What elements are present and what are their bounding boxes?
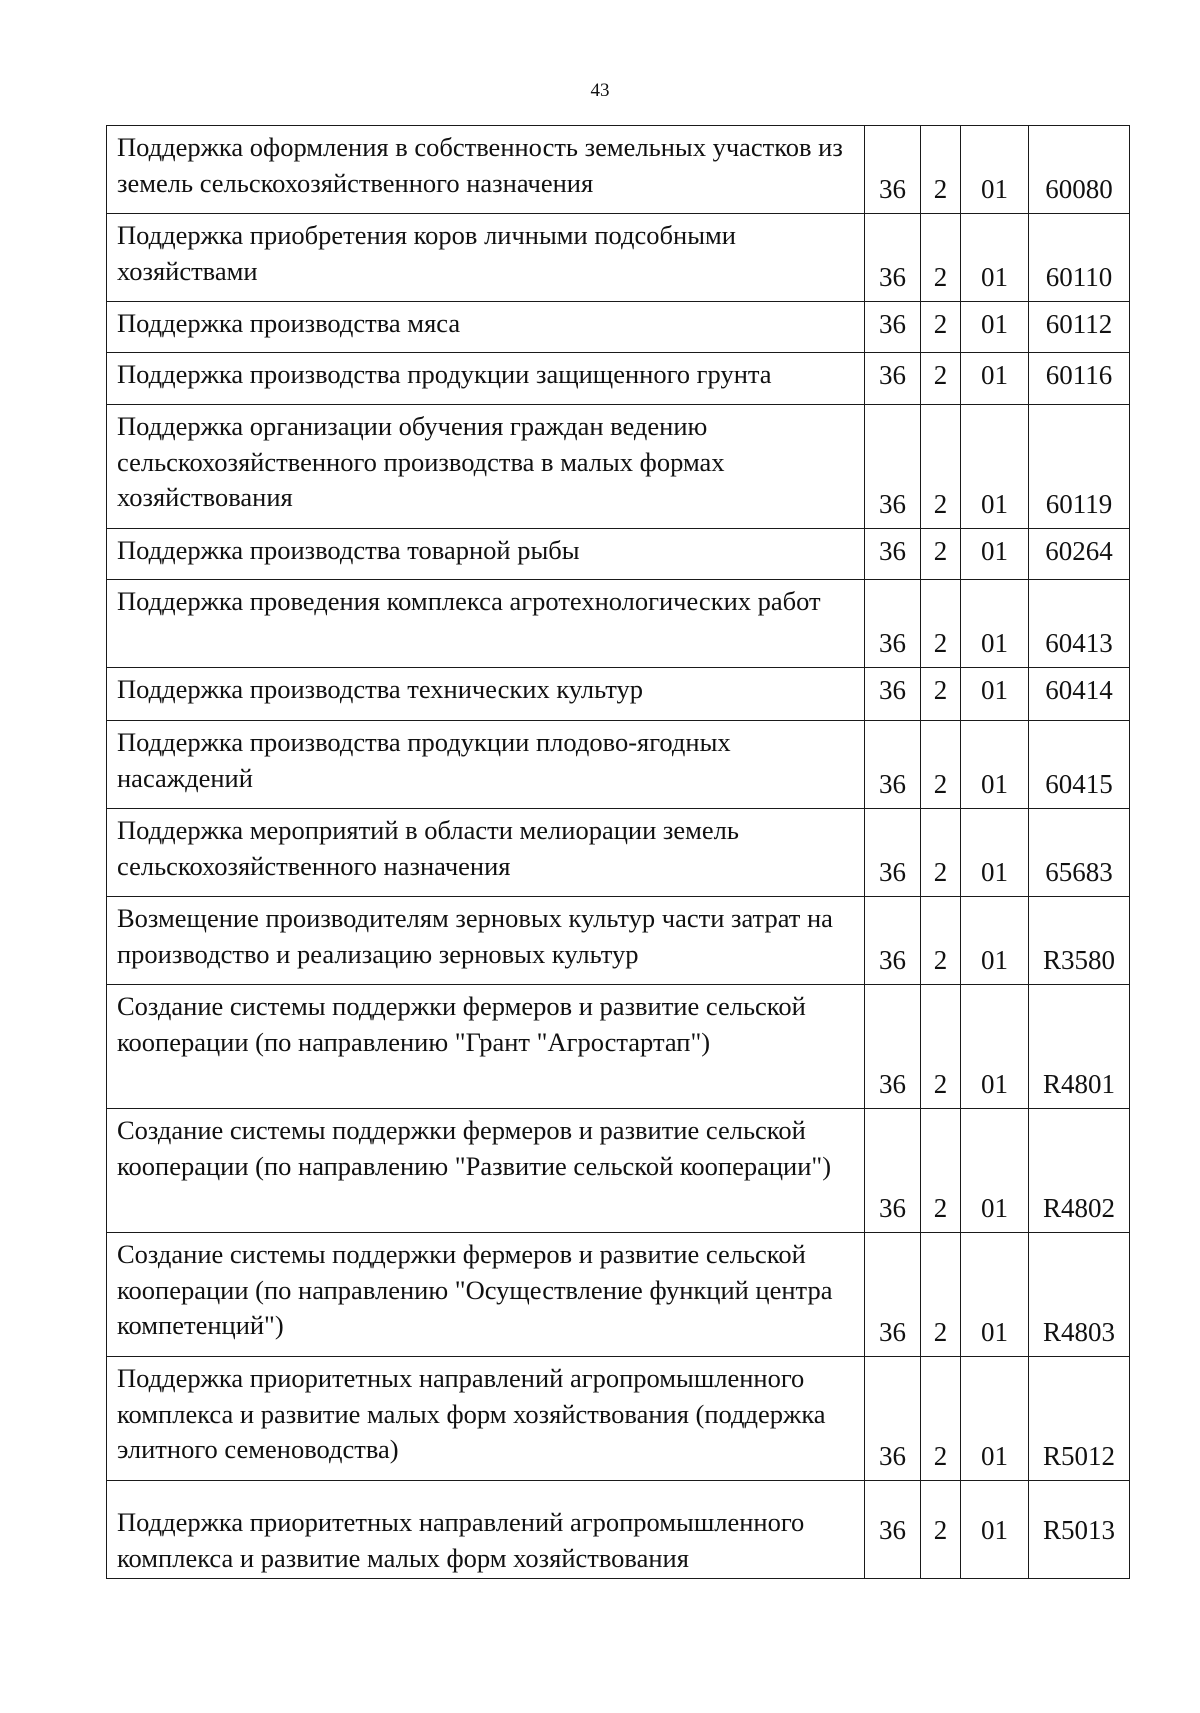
direction-code-cell: R5012 <box>1029 1357 1130 1481</box>
table-row <box>107 529 1130 580</box>
program-code-cell: 36 <box>865 1481 921 1579</box>
subprogram-code-cell: 2 <box>921 1357 961 1481</box>
direction-code-cell: 65683 <box>1029 809 1130 897</box>
subprogram-code-cell: 2 <box>921 1233 961 1357</box>
table-row <box>107 1481 1130 1579</box>
row-name-cell: Поддержка производства продукции плодово-ягодных насаждений <box>107 721 865 809</box>
main-event-code-cell: 01 <box>961 897 1029 985</box>
direction-code-cell: 60116 <box>1029 353 1130 405</box>
program-code-cell: 36 <box>865 1233 921 1357</box>
main-event-code-cell: 01 <box>961 302 1029 353</box>
row-name-cell: Поддержка производства продукции защищенного грунта <box>107 353 865 405</box>
main-event-code-cell: 01 <box>961 214 1029 302</box>
program-code-cell: 36 <box>865 214 921 302</box>
subprogram-code-cell: 2 <box>921 126 961 214</box>
budget-classification-table <box>106 125 1130 1579</box>
subprogram-code-cell: 2 <box>921 302 961 353</box>
main-event-code-cell: 01 <box>961 529 1029 580</box>
program-code-cell: 36 <box>865 1109 921 1233</box>
subprogram-code-cell: 2 <box>921 1481 961 1579</box>
row-name-cell: Поддержка производства товарной рыбы <box>107 529 865 580</box>
row-name-cell: Поддержка оформления в собственность земельных участков из земель сельскохозяйственного назначения <box>107 126 865 214</box>
row-name-cell: Поддержка приоритетных направлений агропромышленного комплекса и развитие малых форм хозяйствования (поддержка элитного семеноводства) <box>107 1357 865 1481</box>
direction-code-cell: R4801 <box>1029 985 1130 1109</box>
main-event-code-cell: 01 <box>961 985 1029 1109</box>
table-row <box>107 580 1130 668</box>
row-name-cell: Поддержка производства мяса <box>107 302 865 353</box>
program-code-cell: 36 <box>865 405 921 529</box>
program-code-cell: 36 <box>865 1357 921 1481</box>
direction-code-cell: 60414 <box>1029 668 1130 721</box>
main-event-code-cell: 01 <box>961 668 1029 721</box>
main-event-code-cell: 01 <box>961 1357 1029 1481</box>
table-row <box>107 1233 1130 1357</box>
direction-code-cell: R5013 <box>1029 1481 1130 1579</box>
subprogram-code-cell: 2 <box>921 809 961 897</box>
subprogram-code-cell: 2 <box>921 985 961 1109</box>
main-event-code-cell: 01 <box>961 353 1029 405</box>
table-row <box>107 126 1130 214</box>
subprogram-code-cell: 2 <box>921 668 961 721</box>
subprogram-code-cell: 2 <box>921 214 961 302</box>
program-code-cell: 36 <box>865 721 921 809</box>
table-row <box>107 353 1130 405</box>
row-name-cell: Поддержка проведения комплекса агротехнологических работ <box>107 580 865 668</box>
main-event-code-cell: 01 <box>961 405 1029 529</box>
main-event-code-cell: 01 <box>961 721 1029 809</box>
table-row <box>107 897 1130 985</box>
row-name-cell: Поддержка производства технических культур <box>107 668 865 721</box>
table-row <box>107 1109 1130 1233</box>
row-name-cell: Создание системы поддержки фермеров и развитие сельской кооперации (по направлению "Развитие сельской кооперации") <box>107 1109 865 1233</box>
main-event-code-cell: 01 <box>961 580 1029 668</box>
program-code-cell: 36 <box>865 353 921 405</box>
main-event-code-cell: 01 <box>961 1233 1029 1357</box>
table-row <box>107 809 1130 897</box>
direction-code-cell: R4803 <box>1029 1233 1130 1357</box>
direction-code-cell: R4802 <box>1029 1109 1130 1233</box>
main-event-code-cell: 01 <box>961 126 1029 214</box>
program-code-cell: 36 <box>865 985 921 1109</box>
direction-code-cell: 60112 <box>1029 302 1130 353</box>
row-name-cell: Создание системы поддержки фермеров и развитие сельской кооперации (по направлению "Осуществление функций центра компетенций") <box>107 1233 865 1357</box>
subprogram-code-cell: 2 <box>921 353 961 405</box>
subprogram-code-cell: 2 <box>921 529 961 580</box>
table-row <box>107 214 1130 302</box>
subprogram-code-cell: 2 <box>921 405 961 529</box>
main-event-code-cell: 01 <box>961 1109 1029 1233</box>
program-code-cell: 36 <box>865 668 921 721</box>
table-row <box>107 302 1130 353</box>
row-name-cell: Поддержка приобретения коров личными подсобными хозяйствами <box>107 214 865 302</box>
direction-code-cell: 60119 <box>1029 405 1130 529</box>
program-code-cell: 36 <box>865 529 921 580</box>
table-row <box>107 721 1130 809</box>
row-name-cell: Создание системы поддержки фермеров и развитие сельской кооперации (по направлению "Грант "Агростартап") <box>107 985 865 1109</box>
row-name-cell: Поддержка организации обучения граждан ведению сельскохозяйственного производства в малых формах хозяйствования <box>107 405 865 529</box>
program-code-cell: 36 <box>865 897 921 985</box>
subprogram-code-cell: 2 <box>921 1109 961 1233</box>
program-code-cell: 36 <box>865 302 921 353</box>
subprogram-code-cell: 2 <box>921 580 961 668</box>
program-code-cell: 36 <box>865 126 921 214</box>
direction-code-cell: 60264 <box>1029 529 1130 580</box>
table-row <box>107 1357 1130 1481</box>
main-event-code-cell: 01 <box>961 809 1029 897</box>
main-event-code-cell: 01 <box>961 1481 1029 1579</box>
program-code-cell: 36 <box>865 809 921 897</box>
direction-code-cell: 60415 <box>1029 721 1130 809</box>
direction-code-cell: 60413 <box>1029 580 1130 668</box>
subprogram-code-cell: 2 <box>921 721 961 809</box>
program-code-cell: 36 <box>865 580 921 668</box>
table-row <box>107 668 1130 721</box>
row-name-cell: Поддержка мероприятий в области мелиорации земель сельскохозяйственного назначения <box>107 809 865 897</box>
row-name-cell: Поддержка приоритетных направлений агропромышленного комплекса и развитие малых форм хозяйствования <box>107 1481 865 1579</box>
table-row <box>107 405 1130 529</box>
table-row <box>107 985 1130 1109</box>
row-name-cell: Возмещение производителям зерновых культур части затрат на производство и реализацию зерновых культур <box>107 897 865 985</box>
direction-code-cell: 60080 <box>1029 126 1130 214</box>
page-number: 43 <box>590 80 610 101</box>
direction-code-cell: R3580 <box>1029 897 1130 985</box>
direction-code-cell: 60110 <box>1029 214 1130 302</box>
subprogram-code-cell: 2 <box>921 897 961 985</box>
